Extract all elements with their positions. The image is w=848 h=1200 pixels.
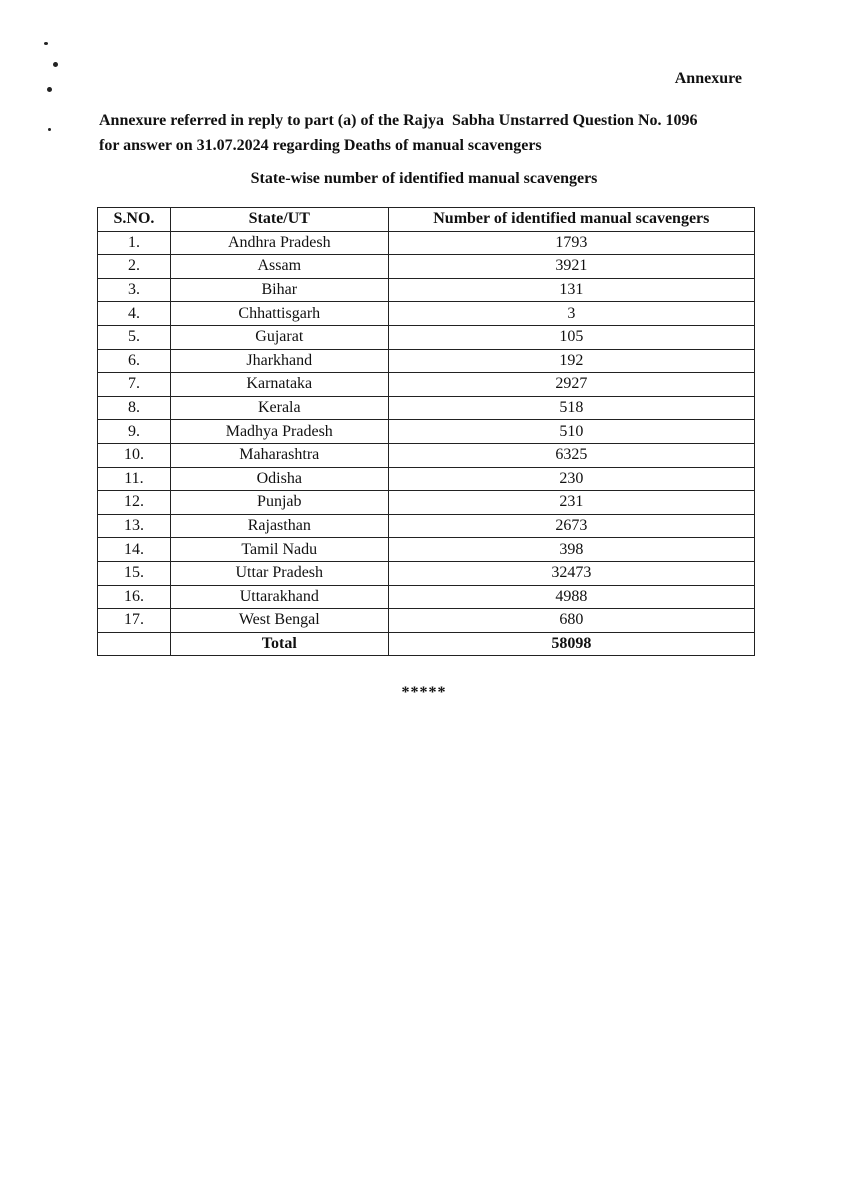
sno-cell: 11.	[98, 467, 171, 491]
total-sno-cell	[98, 632, 171, 656]
count-cell: 4988	[388, 585, 754, 609]
sno-cell: 5.	[98, 325, 171, 349]
total-value: 58098	[388, 632, 754, 656]
heading-line-2: for answer on 31.07.2024 regarding Deaths of manual scavengers	[99, 137, 542, 154]
table-row	[98, 585, 755, 609]
count-cell: 680	[388, 609, 754, 633]
sno-cell: 10.	[98, 443, 171, 467]
sno-cell: 15.	[98, 561, 171, 585]
sno-cell: 6.	[98, 349, 171, 373]
state-cell: Uttar Pradesh	[170, 561, 388, 585]
header-sno: S.NO.	[98, 208, 171, 232]
table-row	[98, 443, 755, 467]
state-cell: Uttarakhand	[170, 585, 388, 609]
state-cell: Chhattisgarh	[170, 302, 388, 326]
annexure-heading	[99, 108, 759, 158]
sno-cell: 14.	[98, 538, 171, 562]
sno-cell: 2.	[98, 255, 171, 279]
table-title: State-wise number of identified manual scavengers	[250, 170, 598, 187]
end-mark: *****	[401, 684, 447, 701]
table-row	[98, 278, 755, 302]
table-row	[98, 491, 755, 515]
sno-cell: 4.	[98, 302, 171, 326]
table-row	[98, 561, 755, 585]
sno-cell: 8.	[98, 396, 171, 420]
sno-cell: 3.	[98, 278, 171, 302]
scan-speck	[47, 87, 52, 92]
sno-cell: 13.	[98, 514, 171, 538]
state-cell: Rajasthan	[170, 514, 388, 538]
count-cell: 398	[388, 538, 754, 562]
table-row	[98, 231, 755, 255]
table-row	[98, 538, 755, 562]
state-cell: Gujarat	[170, 325, 388, 349]
state-cell: Madhya Pradesh	[170, 420, 388, 444]
scavengers-table	[97, 207, 755, 656]
state-cell: Odisha	[170, 467, 388, 491]
count-cell: 105	[388, 325, 754, 349]
sno-cell: 9.	[98, 420, 171, 444]
table-row	[98, 609, 755, 633]
count-cell: 2673	[388, 514, 754, 538]
sno-cell: 16.	[98, 585, 171, 609]
state-cell: Andhra Pradesh	[170, 231, 388, 255]
table-body	[98, 231, 755, 632]
table-header-row	[98, 208, 755, 232]
total-row	[98, 632, 755, 656]
header-count: Number of identified manual scavengers	[388, 208, 754, 232]
state-cell: Karnataka	[170, 373, 388, 397]
scan-speck	[44, 42, 48, 45]
table-row	[98, 325, 755, 349]
annexure-label: Annexure	[674, 70, 742, 87]
table-row	[98, 467, 755, 491]
table-row	[98, 349, 755, 373]
heading-line-1: Annexure referred in reply to part (a) of the Rajya Sabha Unstarred Question No. 1096	[99, 112, 698, 129]
header-state: State/UT	[170, 208, 388, 232]
total-label: Total	[170, 632, 388, 656]
count-cell: 6325	[388, 443, 754, 467]
count-cell: 1793	[388, 231, 754, 255]
scan-speck	[53, 62, 58, 67]
scan-speck	[48, 128, 51, 131]
sno-cell: 7.	[98, 373, 171, 397]
count-cell: 230	[388, 467, 754, 491]
count-cell: 3	[388, 302, 754, 326]
sno-cell: 17.	[98, 609, 171, 633]
table-row	[98, 373, 755, 397]
state-cell: Assam	[170, 255, 388, 279]
state-cell: Jharkhand	[170, 349, 388, 373]
count-cell: 192	[388, 349, 754, 373]
table-row	[98, 396, 755, 420]
count-cell: 2927	[388, 373, 754, 397]
table-row	[98, 420, 755, 444]
state-cell: Bihar	[170, 278, 388, 302]
table-row	[98, 514, 755, 538]
table-row	[98, 302, 755, 326]
state-cell: Punjab	[170, 491, 388, 515]
count-cell: 231	[388, 491, 754, 515]
state-cell: Kerala	[170, 396, 388, 420]
count-cell: 3921	[388, 255, 754, 279]
count-cell: 131	[388, 278, 754, 302]
count-cell: 518	[388, 396, 754, 420]
table-row	[98, 255, 755, 279]
state-cell: Tamil Nadu	[170, 538, 388, 562]
count-cell: 32473	[388, 561, 754, 585]
state-cell: West Bengal	[170, 609, 388, 633]
sno-cell: 1.	[98, 231, 171, 255]
state-cell: Maharashtra	[170, 443, 388, 467]
sno-cell: 12.	[98, 491, 171, 515]
count-cell: 510	[388, 420, 754, 444]
